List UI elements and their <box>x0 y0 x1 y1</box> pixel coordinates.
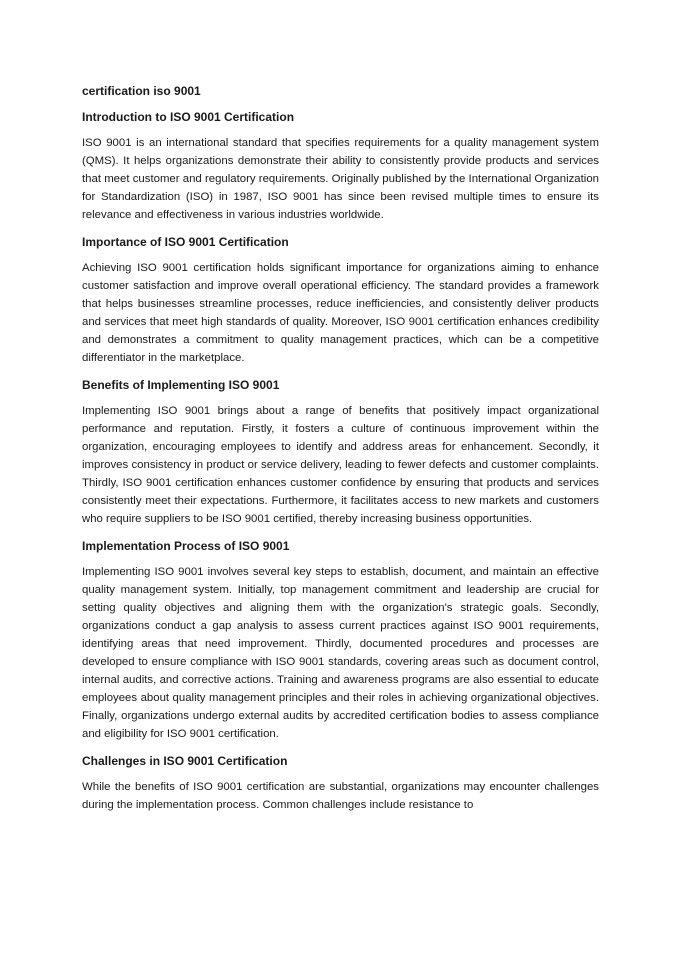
section-heading: Introduction to ISO 9001 Certification <box>82 110 295 124</box>
section-paragraph: Implementing ISO 9001 involves several key steps to establish, document, and maintain an effective quality management system. Initially, top management commitment and leadership are crucial for setting quality objectives and aligning them with the organization's strategic goals. Secondly, organizations conduct a gap analysis to assess current practices against ISO 9001 requirements, identifying areas that need improvement. Thirdly, documented procedures and processes are developed to ensure compliance with ISO 9001 standards, covering areas such as document control, internal audits, and corrective actions. Training and awareness programs are also essential to educate employees about quality management principles and their roles in achieving organizational objectives. Finally, organizations undergo external audits by accredited certification bodies to assess compliance and eligibility for ISO 9001 certification. <box>82 566 599 740</box>
section-paragraph: Implementing ISO 9001 brings about a range of benefits that positively impact organizational performance and reputation. Firstly, it fosters a culture of continuous improvement within the organization, encouraging employees to identify and address areas for enhancement. Secondly, it improves consistency in product or service delivery, leading to fewer defects and customer complaints. Thirdly, ISO 9001 certification enhances customer confidence by ensuring that products and services consistently meet their expectations. Furthermore, it facilitates access to new markets and customers who require suppliers to be ISO 9001 certified, thereby increasing business opportunities. <box>82 405 599 525</box>
section-introduction <box>82 108 599 224</box>
section-implementation <box>82 537 599 743</box>
section-challenges <box>82 752 599 814</box>
section-heading: Implementation Process of ISO 9001 <box>82 539 290 553</box>
section-paragraph: ISO 9001 is an international standard that specifies requirements for a quality management system (QMS). It helps organizations demonstrate their ability to consistently provide products and services that meet customer and regulatory requirements. Originally published by the International Organization for Standardization (ISO) in 1987, ISO 9001 has since been revised multiple times to ensure its relevance and effectiveness in various industries worldwide. <box>82 137 599 221</box>
section-paragraph: Achieving ISO 9001 certification holds significant importance for organizations aiming to enhance customer satisfaction and improve overall operational efficiency. The standard provides a framework that helps businesses streamline processes, reduce inefficiencies, and consistently deliver products and services that meet high standards of quality. Moreover, ISO 9001 certification enhances credibility and demonstrates a commitment to quality management practices, which can be a competitive differentiator in the marketplace. <box>82 262 599 364</box>
section-paragraph: While the benefits of ISO 9001 certification are substantial, organizations may encounter challenges during the implementation process. Common challenges include resistance to <box>82 781 599 811</box>
section-benefits <box>82 376 599 528</box>
section-heading: Challenges in ISO 9001 Certification <box>82 754 288 768</box>
document-title: certification iso 9001 <box>82 84 201 98</box>
section-importance <box>82 233 599 367</box>
document-page <box>82 82 599 823</box>
section-heading: Benefits of Implementing ISO 9001 <box>82 378 280 392</box>
section-heading: Importance of ISO 9001 Certification <box>82 235 289 249</box>
